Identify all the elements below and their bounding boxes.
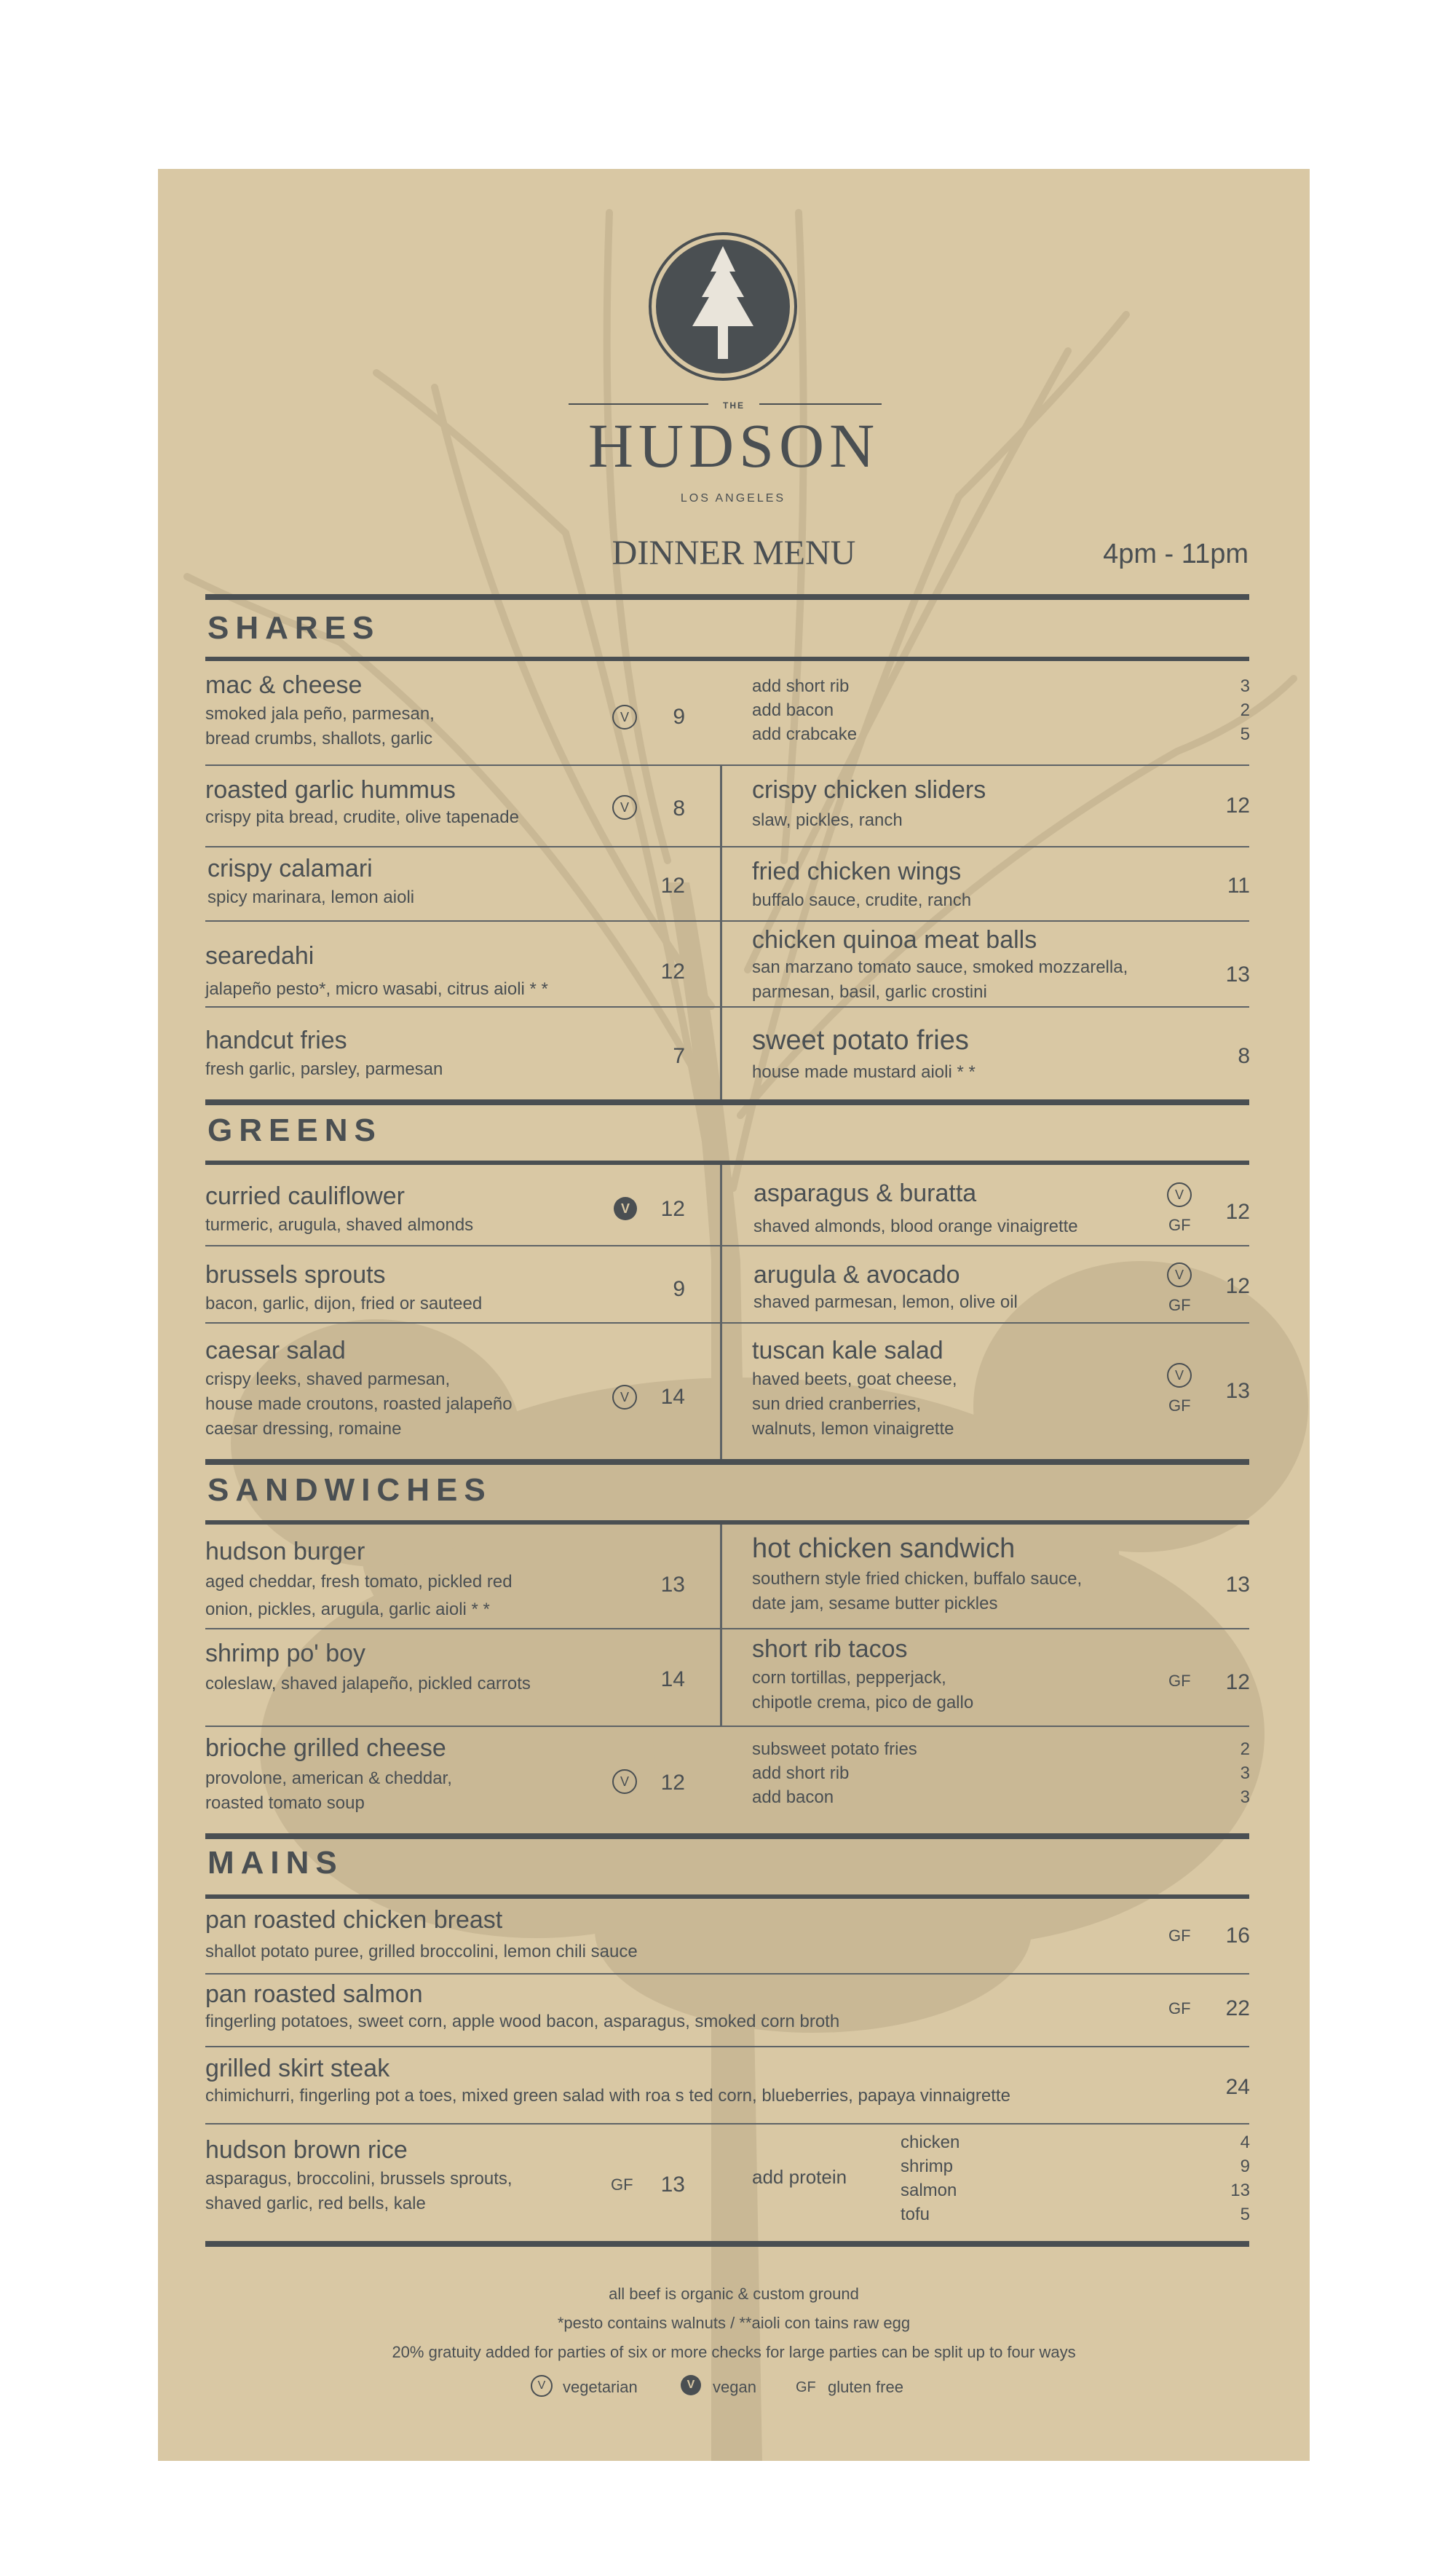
item-name: shrimp po' boy xyxy=(205,1640,366,1667)
divider-shares xyxy=(720,764,722,1099)
item-price: 12 xyxy=(1225,1670,1250,1694)
item-name: hudson burger xyxy=(205,1538,365,1565)
item-price: 13 xyxy=(1225,963,1250,987)
row-divider xyxy=(205,1006,1249,1008)
gluten-free-label: GF xyxy=(1168,1999,1191,2017)
item-name: hudson brown rice xyxy=(205,2136,408,2164)
protein-list: chicken shrimp salmon tofu xyxy=(901,2133,960,2224)
menu-title: DINNER MENU xyxy=(612,534,856,572)
item-desc: haved beets, goat cheese, sun dried cranberries, walnuts, lemon vinaigrette xyxy=(752,1370,957,1439)
protein-prices: 4 9 13 5 xyxy=(1230,2133,1250,2224)
item-price: 13 xyxy=(1225,1379,1250,1403)
vegetarian-icon: V xyxy=(1167,1363,1192,1388)
item-price: 13 xyxy=(1225,1573,1250,1597)
item-price: 14 xyxy=(660,1385,685,1409)
footer-note-allergens: *pesto contains walnuts / **aioli con tains raw egg xyxy=(557,2314,911,2332)
item-name: tuscan kale salad xyxy=(752,1337,943,1364)
gluten-free-label: GF xyxy=(1168,1672,1191,1690)
item-desc: house made mustard aioli * * xyxy=(752,1062,976,1082)
rule-sandwiches-head xyxy=(205,1520,1249,1525)
item-desc: shaved parmesan, lemon, olive oil xyxy=(753,1292,1018,1312)
item-name: arugula & avocado xyxy=(753,1261,960,1289)
brand-small: THE xyxy=(708,400,759,411)
vegetarian-icon: V xyxy=(612,1385,637,1410)
item-price: 11 xyxy=(1227,874,1250,898)
item-desc: shaved almonds, blood orange vinaigrette xyxy=(753,1217,1078,1236)
rule-shares-top xyxy=(205,594,1249,600)
item-desc: san marzano tomato sauce, smoked mozzarella, parmesan, basil, garlic crostini xyxy=(752,957,1128,1002)
item-name: curried cauliflower xyxy=(205,1182,405,1210)
item-desc: spicy marinara, lemon aioli xyxy=(207,888,415,907)
row-divider xyxy=(205,2046,1249,2047)
legend-vegetarian: vegetarian xyxy=(563,2378,638,2396)
add-protein-label: add protein xyxy=(752,2166,847,2188)
vegetarian-icon: V xyxy=(612,795,637,820)
divider-greens xyxy=(720,1165,722,1459)
item-name: fried chicken wings xyxy=(752,858,962,885)
item-desc: coleslaw, shaved jalapeño, pickled carrots xyxy=(205,1674,531,1693)
item-desc: turmeric, arugula, shaved almonds xyxy=(205,1215,474,1235)
section-title-greens: GREENS xyxy=(207,1112,382,1148)
item-name: asparagus & buratta xyxy=(753,1179,977,1207)
item-name: hot chicken sandwich xyxy=(752,1533,1016,1564)
item-desc: aged cheddar, fresh tomato, pickled red onion, pickles, arugula, garlic aioli * * xyxy=(205,1572,513,1619)
section-title-mains: MAINS xyxy=(207,1845,344,1881)
vegetarian-icon: V xyxy=(612,705,637,730)
addon-prices: 3 2 5 xyxy=(1240,676,1250,744)
menu-card xyxy=(158,169,1310,2461)
vegan-icon: V xyxy=(681,2375,701,2395)
item-name: brussels sprouts xyxy=(205,1261,386,1289)
item-price: 8 xyxy=(1238,1044,1250,1068)
item-name: pan roasted salmon xyxy=(205,1980,423,2008)
item-desc: provolone, american & cheddar, roasted tomato soup xyxy=(205,1768,452,1813)
item-desc: slaw, pickles, ranch xyxy=(752,810,903,830)
item-name: caesar salad xyxy=(205,1337,346,1364)
gluten-free-label: GF xyxy=(1168,1296,1191,1314)
item-name: crispy chicken sliders xyxy=(752,776,986,804)
item-name: grilled skirt steak xyxy=(205,2055,390,2082)
item-price: 12 xyxy=(660,1771,685,1795)
section-title-sandwiches: SANDWICHES xyxy=(207,1472,492,1508)
item-name: roasted garlic hummus xyxy=(205,776,456,804)
item-name: brioche grilled cheese xyxy=(205,1734,446,1762)
addon-list: subsweet potato fries add short rib add bacon xyxy=(752,1739,917,1807)
vegetarian-icon: V xyxy=(531,2375,553,2397)
addon-list: add short rib add bacon add crabcake xyxy=(752,676,858,744)
item-name: chicken quinoa meat balls xyxy=(752,926,1037,954)
row-divider xyxy=(205,920,1249,922)
item-desc: smoked jala peño, parmesan, bread crumbs, shallots, garlic xyxy=(205,704,435,748)
row-divider xyxy=(205,2123,1249,2125)
item-price: 12 xyxy=(660,960,685,984)
item-name: short rib tacos xyxy=(752,1635,908,1663)
row-divider xyxy=(205,1628,1249,1629)
item-price: 16 xyxy=(1225,1924,1250,1948)
item-price: 12 xyxy=(1225,1274,1250,1298)
rule-sandwiches-top xyxy=(205,1459,1249,1465)
item-price: 7 xyxy=(673,1044,685,1068)
item-price: 12 xyxy=(660,1197,685,1221)
brand-location: LOS ANGELES xyxy=(680,492,786,505)
item-desc: corn tortillas, pepperjack, chipotle crema, pico de gallo xyxy=(752,1668,974,1712)
vegetarian-icon: V xyxy=(1167,1182,1192,1207)
item-desc: southern style fried chicken, buffalo sauce, date jam, sesame butter pickles xyxy=(752,1569,1083,1613)
brand-name: HUDSON xyxy=(587,411,880,481)
pine-tree-logo xyxy=(648,232,798,382)
row-divider xyxy=(205,1973,1249,1975)
gluten-free-label: GF xyxy=(1168,1926,1191,1945)
item-price: 9 xyxy=(673,1277,685,1301)
addon-prices: 2 3 3 xyxy=(1240,1739,1250,1807)
row-divider xyxy=(205,846,1249,847)
gluten-free-label: GF xyxy=(1168,1216,1191,1234)
item-desc: buffalo sauce, crudite, ranch xyxy=(752,890,972,910)
item-desc: asparagus, broccolini, brussels sprouts, shaved garlic, red bells, kale xyxy=(205,2169,513,2213)
item-price: 9 xyxy=(673,705,685,729)
item-name: searedahi xyxy=(205,942,314,970)
rule-mains-top xyxy=(205,1833,1249,1839)
item-name: mac & cheese xyxy=(205,671,363,699)
item-price: 22 xyxy=(1225,1996,1250,2020)
item-desc: bacon, garlic, dijon, fried or sauteed xyxy=(205,1294,483,1313)
rule-shares-head xyxy=(205,657,1249,661)
item-price: 12 xyxy=(1225,1200,1250,1224)
item-name: crispy calamari xyxy=(207,855,373,882)
item-price: 13 xyxy=(660,2173,685,2197)
gluten-free-label: GF xyxy=(1168,1396,1191,1415)
section-title-shares: SHARES xyxy=(207,610,381,646)
rule-greens-head xyxy=(205,1161,1249,1165)
item-desc: chimichurri, fingerling pot a toes, mixed green salad with roa s ted corn, blueberries, papaya vinnaigrette xyxy=(205,2086,1010,2106)
footer-note-beef: all beef is organic & custom ground xyxy=(609,2285,859,2303)
row-divider xyxy=(205,1322,1249,1324)
rule-greens-top xyxy=(205,1099,1249,1105)
item-desc: jalapeño pesto*, micro wasabi, citrus aioli * * xyxy=(205,979,548,999)
vegetarian-icon: V xyxy=(612,1769,637,1794)
item-price: 12 xyxy=(660,874,685,898)
item-name: pan roasted chicken breast xyxy=(205,1906,503,1934)
item-desc: fingerling potatoes, sweet corn, apple wood bacon, asparagus, smoked corn broth xyxy=(205,2012,840,2031)
vegan-icon: V xyxy=(614,1197,637,1220)
row-divider xyxy=(205,764,1249,766)
rule-mains-head xyxy=(205,1894,1249,1899)
item-desc: shallot potato puree, grilled broccolini, lemon chili sauce xyxy=(205,1942,638,1961)
row-divider xyxy=(205,1245,1249,1246)
item-price: 12 xyxy=(1225,794,1250,818)
item-name: handcut fries xyxy=(205,1027,347,1054)
item-price: 14 xyxy=(660,1667,685,1691)
legend-gluten-free: gluten free xyxy=(828,2378,903,2396)
hours: 4pm - 11pm xyxy=(1103,539,1249,569)
item-desc: crispy pita bread, crudite, olive tapenade xyxy=(205,807,519,827)
item-desc: fresh garlic, parsley, parmesan xyxy=(205,1059,443,1079)
gluten-free-label: GF xyxy=(611,2175,633,2194)
item-name: sweet potato fries xyxy=(752,1025,969,1056)
item-price: 13 xyxy=(660,1573,685,1597)
item-price: 8 xyxy=(673,797,685,821)
vegetarian-icon: V xyxy=(1167,1262,1192,1287)
legend-vegan: vegan xyxy=(713,2378,756,2396)
footer-note-gratuity: 20% gratuity added for parties of six or more checks for large parties can be split up to four ways xyxy=(392,2343,1076,2361)
item-price: 24 xyxy=(1225,2075,1250,2099)
divider-sandwiches xyxy=(720,1525,722,1726)
row-divider xyxy=(205,1726,1249,1727)
item-desc: crispy leeks, shaved parmesan, house made croutons, roasted jalapeño caesar dressing, romaine xyxy=(205,1370,513,1439)
rule-mains-bottom xyxy=(205,2241,1249,2247)
gluten-free-label: GF xyxy=(796,2379,816,2395)
